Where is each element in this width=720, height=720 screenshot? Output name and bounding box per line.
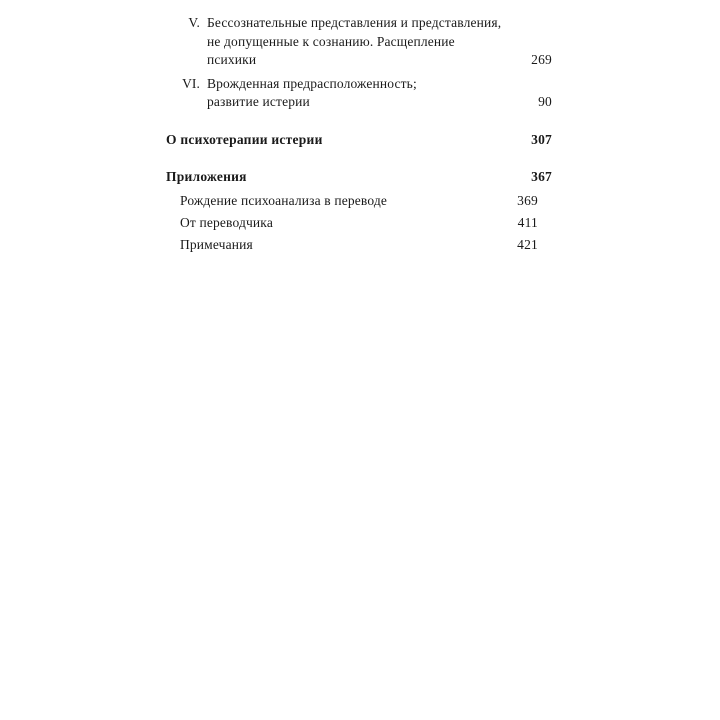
section-heading-text: О психотерапии истерии <box>166 131 323 147</box>
toc-section-heading[interactable] <box>166 168 552 187</box>
subentry-page-number: 421 <box>517 236 538 252</box>
chapter-title-line <box>207 75 552 94</box>
chapter-title-text: развитие истерии <box>207 94 310 109</box>
subentry-page-number: 369 <box>517 192 538 208</box>
chapter-title-text: Бессознательные представления и представления, <box>207 15 502 30</box>
chapter-page-number: 90 <box>538 94 552 109</box>
subentry-page-number: 411 <box>517 214 538 230</box>
toc-chapter-entry[interactable] <box>166 75 552 112</box>
subentry-text: От переводчика <box>180 214 273 230</box>
toc-subentry[interactable] <box>166 212 552 234</box>
table-of-contents <box>166 14 552 256</box>
chapter-body <box>207 14 552 70</box>
chapter-body <box>207 75 552 112</box>
subentry-text: Примечания <box>180 236 253 252</box>
chapter-title-line <box>207 33 552 52</box>
section-heading-text: Приложения <box>166 169 247 184</box>
toc-subentry[interactable] <box>166 234 552 256</box>
chapter-title-text: психики <box>207 52 257 67</box>
toc-section-heading[interactable] <box>166 131 552 150</box>
spacer <box>166 149 552 168</box>
chapter-title-text: Врожденная предрасположенность; <box>207 75 417 91</box>
toc-chapter-entry[interactable] <box>166 14 552 70</box>
chapter-page-number: 269 <box>531 52 552 67</box>
subentry-text: Рождение психоанализа в переводе <box>180 192 388 208</box>
spacer <box>166 115 552 131</box>
chapter-title-line <box>207 93 552 112</box>
section-page-number: 367 <box>531 169 552 184</box>
toc-subentry[interactable] <box>166 190 552 212</box>
chapter-title-line <box>207 14 552 33</box>
chapter-title-line <box>207 51 552 70</box>
chapter-title-text: не допущенные к сознанию. Расщепление <box>207 33 455 49</box>
section-page-number: 307 <box>531 131 552 147</box>
chapter-numeral: V. <box>188 15 200 30</box>
chapter-numeral: VI. <box>182 75 200 91</box>
